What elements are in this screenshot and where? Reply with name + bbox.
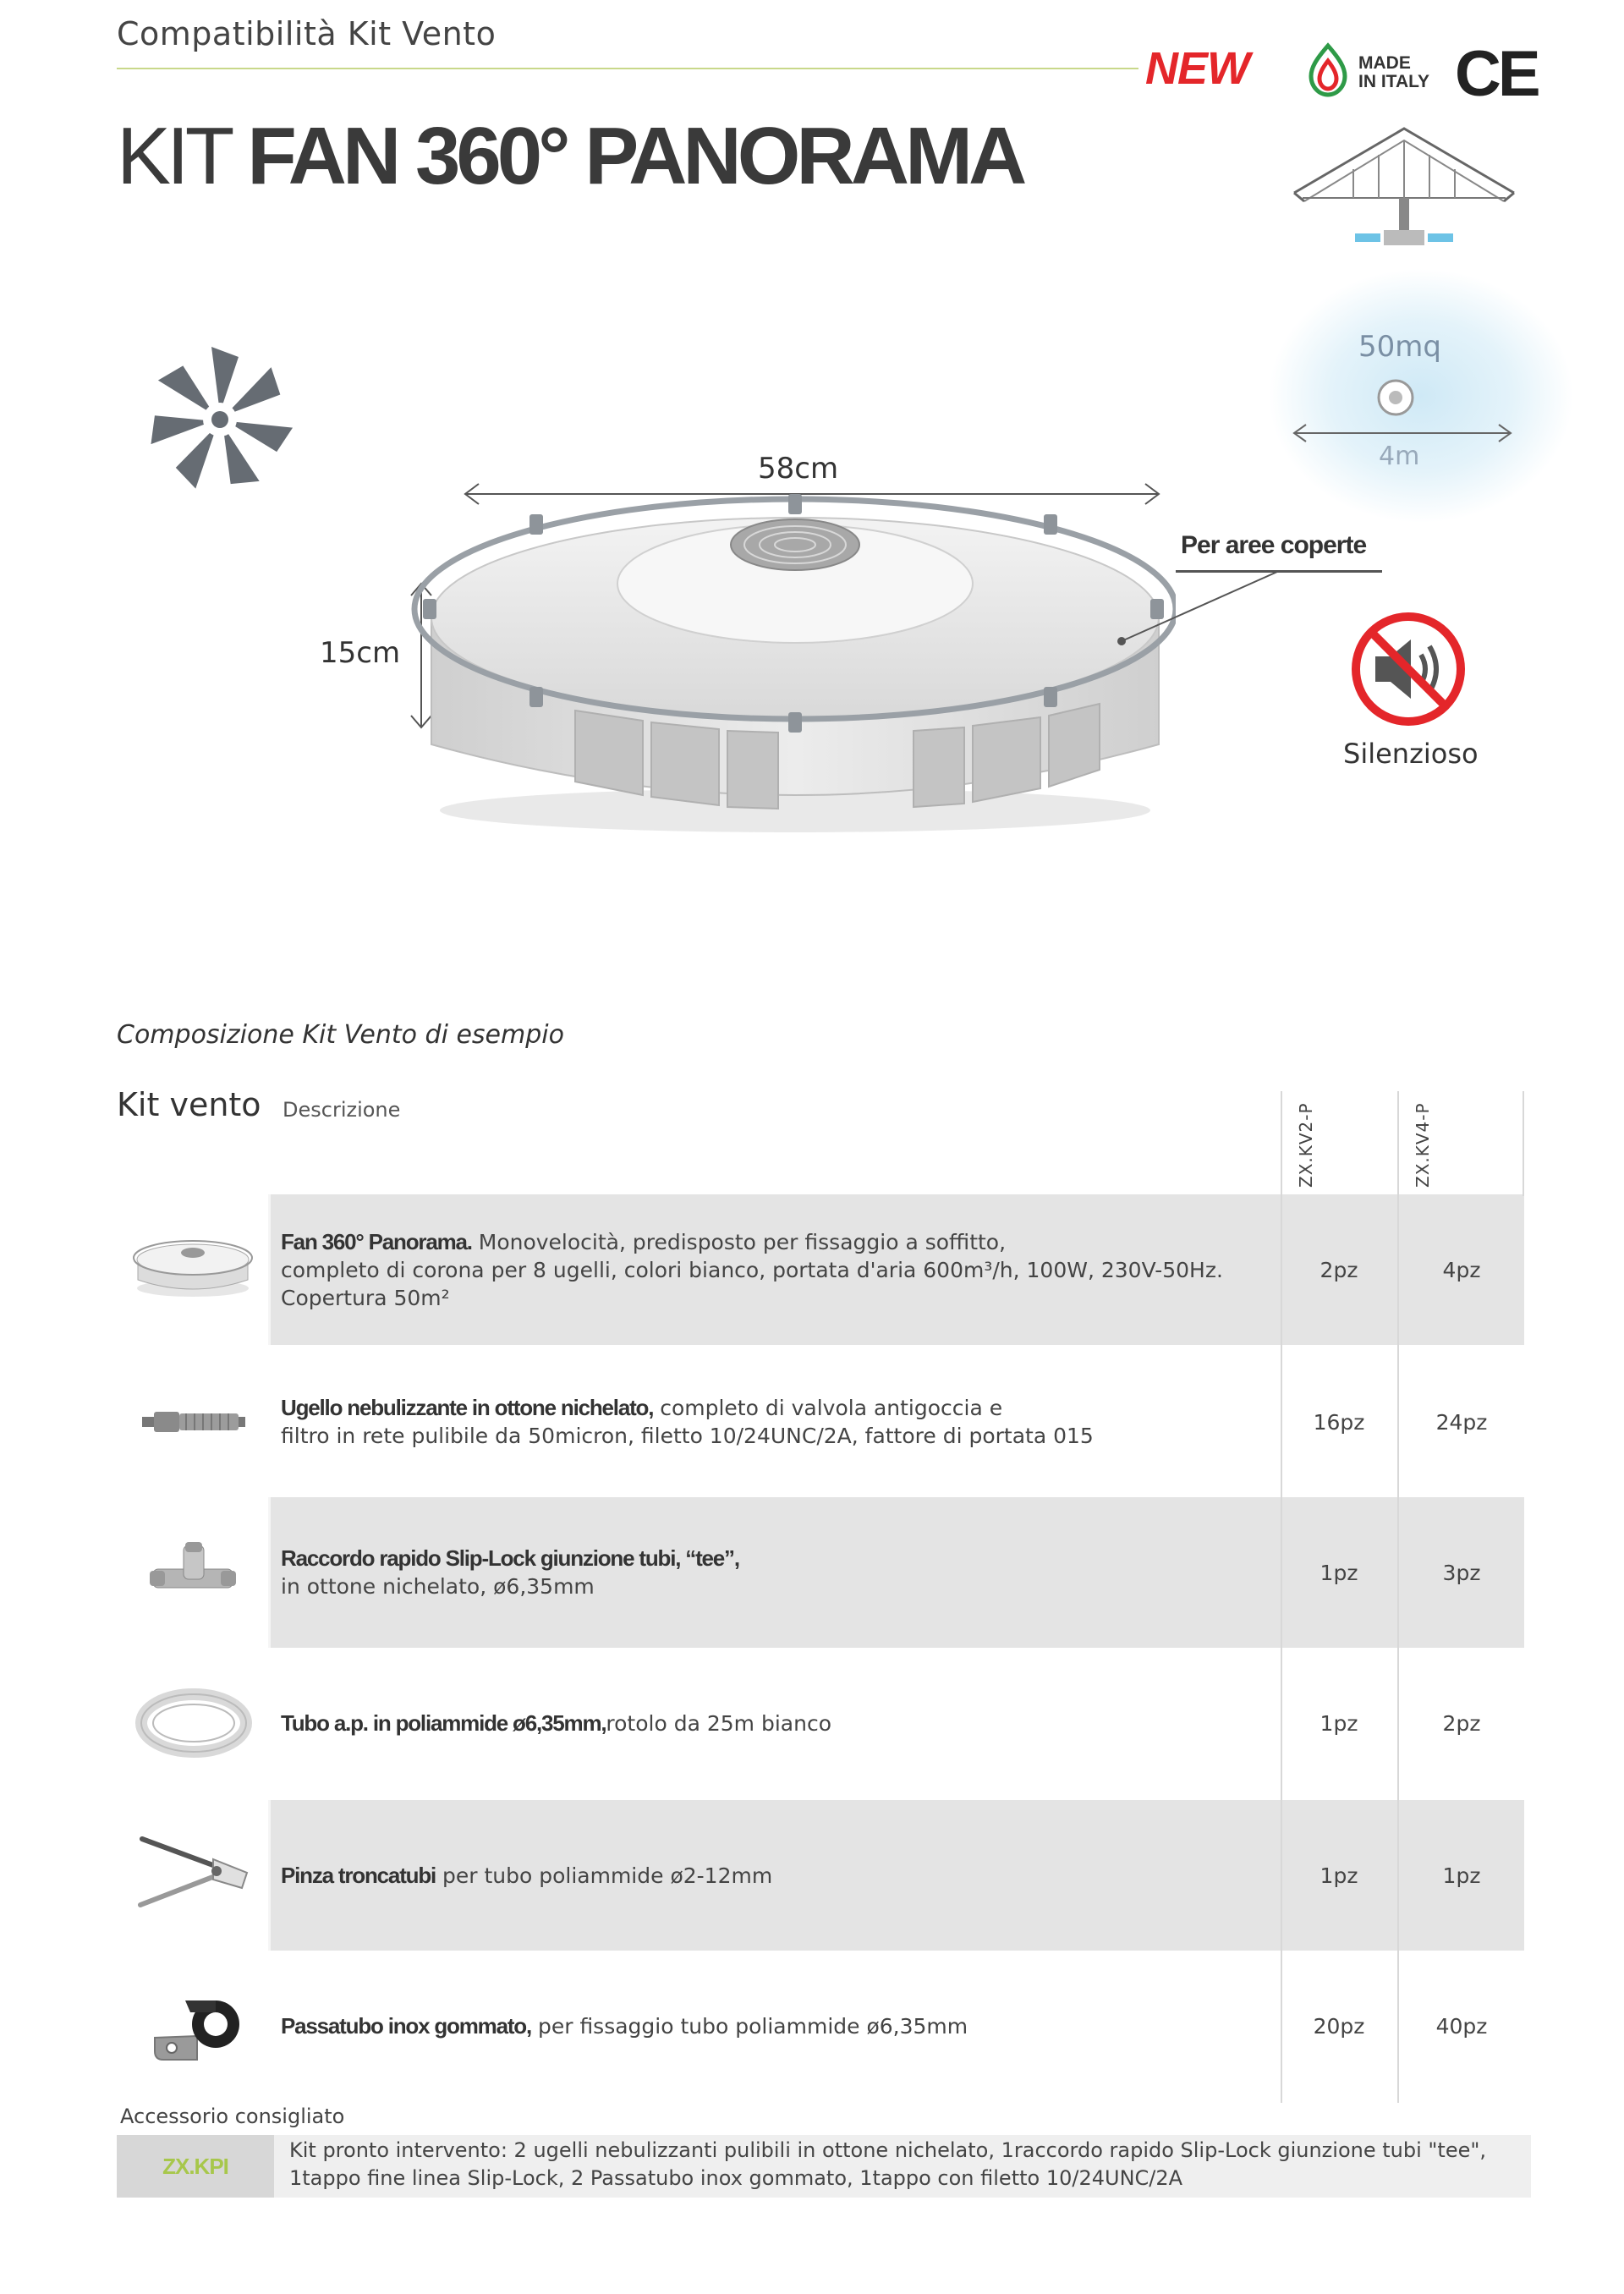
fan-product-image (398, 491, 1176, 846)
tube-roll-thumbnail-icon (134, 1685, 253, 1761)
column-header-kv2-label: ZX.KV2-P (1296, 1102, 1316, 1188)
column-divider (1397, 1091, 1399, 2103)
fan-icon (142, 342, 298, 497)
tee-fitting-thumbnail (117, 1497, 271, 1648)
page-title (117, 110, 1023, 203)
description-column-header: Descrizione (283, 1098, 401, 1122)
row-description (281, 1194, 1270, 1345)
qty-kv2: 1pz (1320, 1710, 1358, 1736)
made-in-italy-label (1358, 54, 1429, 91)
category-heading: Compatibilità Kit Vento (117, 15, 497, 52)
row-line1 (281, 2012, 1270, 2040)
title-prefix: KIT (117, 111, 248, 201)
column-header-kv2 (1281, 1100, 1331, 1193)
row-line2: in ottone nichelato, ø6,35mm (281, 1574, 595, 1599)
pipe-cutter-thumbnail-icon (125, 1829, 261, 1922)
ceiling-mount-icon (1286, 125, 1522, 261)
qty-kv2: 20pz (1313, 2013, 1365, 2039)
header-divider (117, 68, 1138, 69)
table-row (117, 1648, 1524, 1798)
fan-thumbnail-icon (129, 1236, 256, 1303)
accessory-description: Kit pronto intervento: 2 ugelli nebulizzanti pulibili in ottone nichelato, 1raccordo rapido Slip-Lock giunzione tubi "tee", 1tappo fine linea Slip-Lock, 2 Passatubo inox gommato, 1tappo con filetto 10/24UNC/2A (289, 2138, 1487, 2190)
column-header-kv4 (1397, 1100, 1448, 1193)
silent-label: Silenzioso (1343, 738, 1479, 770)
accessory-code: ZX.KPI (117, 2135, 274, 2198)
row-description (281, 1497, 1270, 1648)
qty-kv4: 1pz (1442, 1863, 1481, 1888)
row-description (281, 1800, 1270, 1951)
row-description (281, 1951, 1270, 2101)
row-bold-text: Ugello nebulizzante in ottone nichelato, (281, 1395, 654, 1420)
row-line1 (281, 1394, 1270, 1422)
table-row (117, 1497, 1524, 1648)
in-italy-label: IN ITALY (1358, 72, 1430, 91)
title-product-name: FAN 360° PANORAMA (247, 111, 1023, 201)
table-row (117, 1800, 1524, 1951)
qty-kv4: 2pz (1442, 1710, 1481, 1736)
row-text: Monovelocità, predisposto per fissaggio a soffitto, (471, 1229, 1007, 1254)
row-text: per tubo poliammide ø2-12mm (436, 1863, 773, 1888)
row-bold-text: Tubo a.p. in poliammide ø6,35mm, (281, 1710, 606, 1736)
ce-mark: CE (1455, 38, 1538, 110)
row-line1 (281, 1228, 1270, 1256)
clamp-thumbnail-icon (143, 1984, 244, 2068)
row-line1 (281, 1710, 1270, 1737)
row-line2: completo di corona per 8 ugelli, colori bianco, portata d'aria 600m³/h, 100W, 230V-50Hz. (281, 1257, 1223, 1282)
clamp-thumbnail (117, 1951, 271, 2101)
row-description (281, 1648, 1270, 1798)
coverage-label: 50mq (1358, 330, 1441, 364)
row-bold-text: Passatubo inox gommato, (281, 2012, 532, 2039)
tube-roll-thumbnail (117, 1648, 271, 1798)
new-badge: NEW (1145, 43, 1249, 94)
row-text: completo di valvola antigoccia e (653, 1396, 1003, 1420)
column-header-kv4-label: ZX.KV4-P (1413, 1102, 1433, 1188)
usage-label: Per aree coperte (1181, 531, 1367, 559)
row-line1 (281, 1862, 1270, 1890)
width-label: 58cm (758, 452, 839, 486)
made-label: MADE (1358, 53, 1411, 73)
range-label: 4m (1379, 442, 1420, 471)
table-row (117, 1951, 1524, 2101)
row-line1 (281, 1545, 1270, 1572)
qty-kv4: 24pz (1435, 1409, 1488, 1435)
qty-kv4: 3pz (1442, 1560, 1481, 1585)
usage-underline (1176, 570, 1382, 573)
qty-kv4: 4pz (1442, 1257, 1481, 1282)
column-divider (1522, 1091, 1524, 1196)
row-bold-text: Pinza troncatubi (281, 1862, 436, 1888)
nozzle-thumbnail-icon (139, 1405, 249, 1439)
kit-column-header: Kit vento (117, 1086, 261, 1123)
qty-kv2: 2pz (1320, 1257, 1358, 1282)
row-text: rotolo da 25m bianco (606, 1710, 831, 1736)
qty-kv2: 1pz (1320, 1560, 1358, 1585)
composition-title: Composizione Kit Vento di esempio (117, 1020, 564, 1050)
coverage-diagram-icon (1269, 269, 1573, 523)
nozzle-thumbnail (117, 1347, 271, 1497)
row-text: per fissaggio tubo poliammide ø6,35mm (531, 2013, 968, 2039)
qty-kv2: 1pz (1320, 1863, 1358, 1888)
row-line3: Copertura 50m² (281, 1285, 450, 1310)
row-line2: filtro in rete pulibile da 50micron, filetto 10/24UNC/2A, fattore di portata 015 (281, 1424, 1094, 1448)
tee-fitting-thumbnail-icon (146, 1539, 239, 1606)
qty-kv2: 16pz (1313, 1409, 1365, 1435)
accessory-heading: Accessorio consigliato (120, 2105, 345, 2128)
fan-thumbnail (117, 1194, 271, 1345)
row-bold-text: Raccordo rapido Slip-Lock giunzione tubi, “tee”, (281, 1545, 739, 1571)
column-divider (1281, 1091, 1282, 2103)
height-label: 15cm (320, 636, 401, 670)
silent-speaker-icon (1350, 611, 1467, 727)
row-description (281, 1347, 1270, 1497)
pipe-cutter-thumbnail (117, 1800, 271, 1951)
table-row (117, 1347, 1524, 1497)
table-row (117, 1194, 1524, 1345)
row-bold-text: Fan 360° Panorama. (281, 1228, 472, 1254)
qty-kv4: 40pz (1435, 2013, 1488, 2039)
